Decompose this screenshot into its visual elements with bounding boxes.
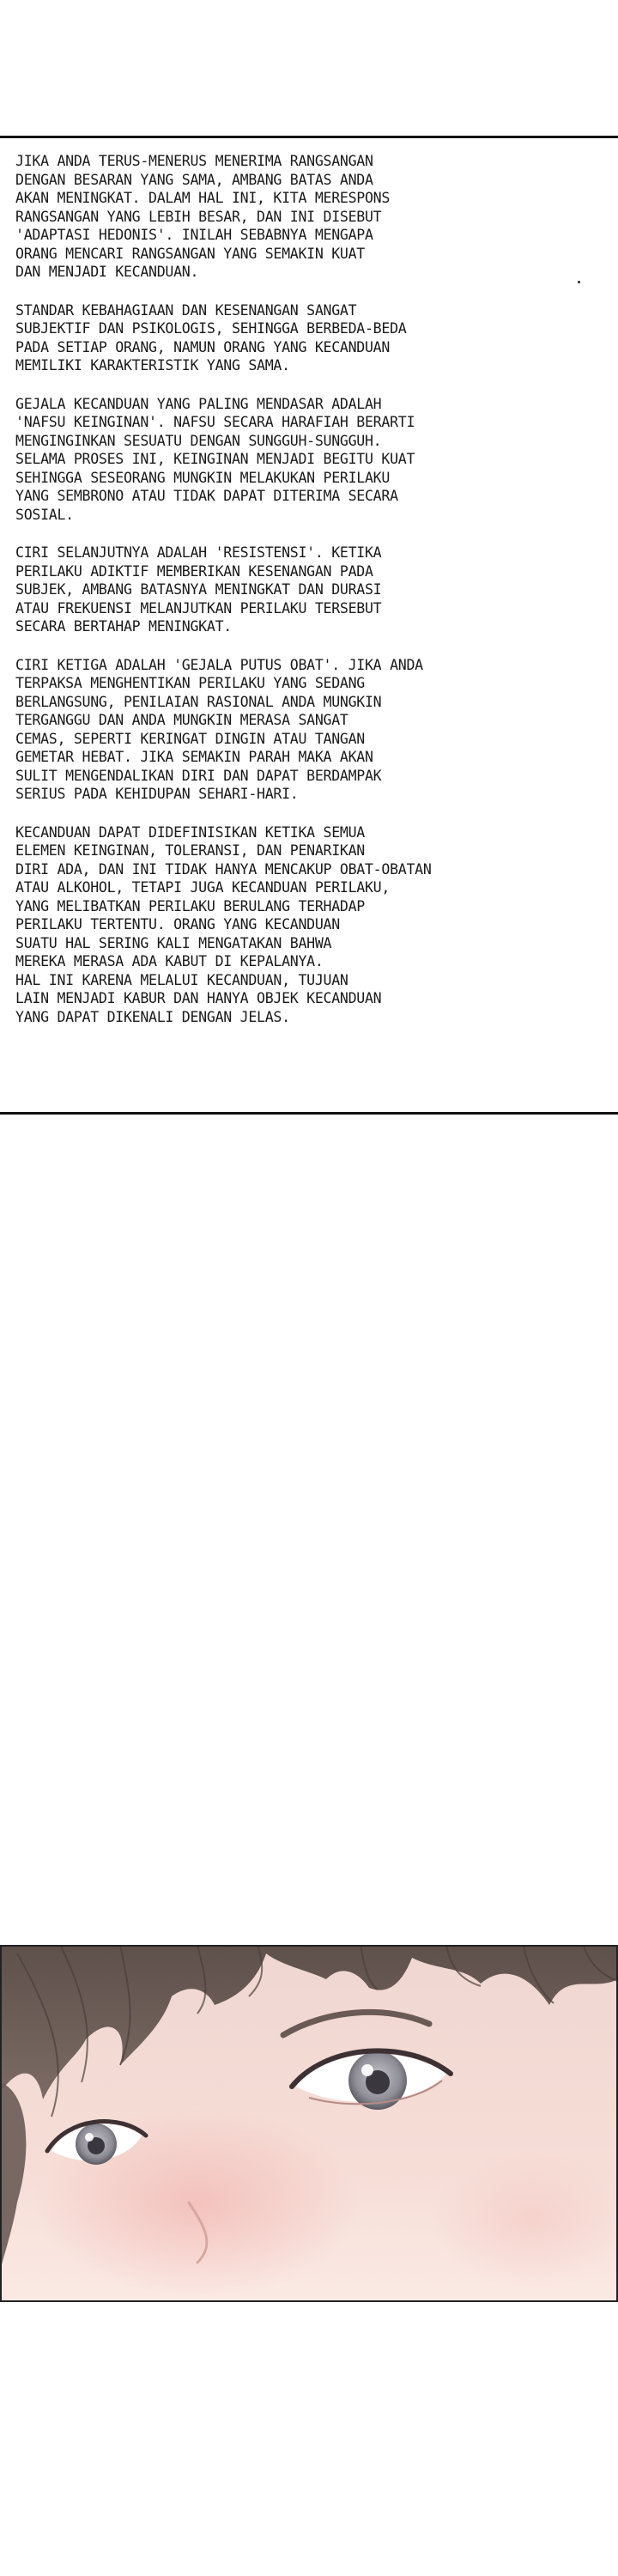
paragraph-craving: GEJALA KECANDUAN YANG PALING MENDASAR ADALAH 'NAFSU KEINGINAN'. NAFSU SECARA HARAFIAH BERARTI MENGINGINKAN SESUATU DENGAN SUNGGUH-SUNGGUH. SELAMA PROSES INI, KEINGINAN MENJADI BEGITU KUAT SEHINGGA SESEORANG MUNGKIN MELAKUKAN PERILAKU YANG SEMBRONO ATAU TIDAK DAPAT DITERIMA SECARA SOSIAL. [15, 395, 415, 523]
paragraph-addiction-definition: KECANDUAN DAPAT DIDEFINISIKAN KETIKA SEMUA ELEMEN KEINGINAN, TOLERANSI, DAN PENARIKAN DIRI ADA, DAN INI TIDAK HANYA MENCAKUP OBAT-OBATAN ATAU ALKOHOL, TETAPI JUGA KECANDUAN PERILAKU, YANG MELIBATKAN PERILAKU BERULANG TERHADAP PERILAKU TERTENTU. ORANG YANG KECANDUAN SUATU HAL SERING KALI MENGATAKAN BAHWA MEREKA MERASA ADA KABUT DI KEPALANYA. HAL INI KARENA MELALUI KECANDUAN, TUJUAN LAIN MENJADI KABUR DAN HANYA OBJEK KECANDUAN YANG DAPAT DIKENALI DENGAN JELAS. [15, 823, 432, 1025]
paragraph-hedonic-adaptation: JIKA ANDA TERUS-MENERUS MENERIMA RANGSANGAN DENGAN BESARAN YANG SAMA, AMBANG BATAS ANDA AKAN MENINGKAT. DALAM HAL INI, KITA MERESPONS RANGSANGAN YANG LEBIH BESAR, DAN INI DISEBUT 'ADAPTASI HEDONIS'. INILAH SEBABNYA MENGAPA ORANG MENCARI RANGSANGAN YANG SEMAKIN KUAT DAN MENJADI KECANDUAN. [15, 153, 391, 280]
paragraph-happiness-standard: STANDAR KEBAHAGIAAN DAN KESENANGAN SANGAT SUBJEKTIF DAN PSIKOLOGIS, SEHINGGA BERBEDA-BEDA PADA SETIAP ORANG, NAMUN ORANG YANG KECANDUAN MEMILIKI KARAKTERISTIK YANG SAMA. [15, 301, 407, 374]
narration-text [15, 152, 604, 1046]
paragraph-withdrawal: CIRI KETIGA ADALAH 'GEJALA PUTUS OBAT'. JIKA ANDA TERPAKSA MENGHENTIKAN PERILAKU YANG SEDANG BERLANGSUNG, PENILAIAN RASIONAL ANDA MUNGKIN TERGANGGU DAN ANDA MUNGKIN MERASA SANGAT CEMAS, SEPERTI KERINGAT DINGIN ATAU TANGAN GEMETAR HEBAT. JIKA SEMAKIN PARAH MAKA AKAN SULIT MENGENDALIKAN DIRI DAN DAPAT BERDAMPAK SERIUS PADA KEHIDUPAN SEHARI-HARI. [15, 656, 423, 802]
face-closeup-illustration [0, 1945, 618, 2302]
narration-panel [0, 136, 618, 1115]
paragraph-tolerance: CIRI SELANJUTNYA ADALAH 'RESISTENSI'. KETIKA PERILAKU ADIKTIF MEMBERIKAN KESENANGAN PADA SUBJEK, AMBANG BATASNYA MENINGKAT DAN DURASI ATAU FREKUENSI MELANJUTKAN PERILAKU TERSEBUT SECARA BERTAHAP MENINGKAT. [15, 544, 382, 635]
